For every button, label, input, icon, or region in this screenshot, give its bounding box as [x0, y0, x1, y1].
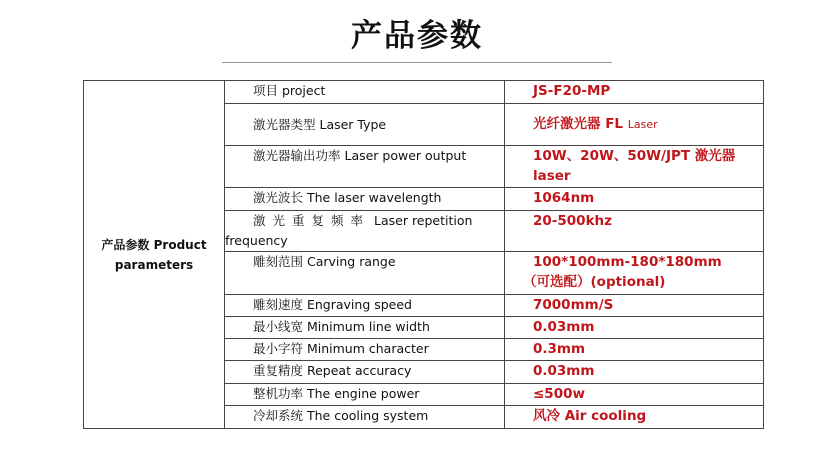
group-label-en1: Product	[153, 237, 207, 252]
row-label: 重复精度 Repeat accuracy	[225, 361, 505, 384]
row-value: 0.3mm	[505, 339, 764, 361]
row-value: 0.03mm	[505, 317, 764, 339]
parameters-table	[83, 80, 764, 429]
row-label: 整机功率 The engine power	[225, 384, 505, 406]
row-value: 20-500khz	[505, 211, 764, 252]
row-label: 激光波长 The laser wavelength	[225, 188, 505, 211]
row-label: 激光器类型 Laser Type	[225, 104, 505, 146]
row-label-en: Laser repetition	[374, 213, 473, 228]
row-value: 0.03mm	[505, 361, 764, 384]
row-label: 冷却系统 The cooling system	[225, 406, 505, 429]
page-title: 产品参数	[351, 18, 483, 54]
row-label: 雕刻速度 Engraving speed	[225, 295, 505, 317]
table-row	[84, 81, 764, 104]
row-label: 雕刻范围 Carving range	[225, 252, 505, 295]
row-value-line1: 100*100mm-180*180mm	[533, 254, 722, 270]
row-value: 7000mm/S	[505, 295, 764, 317]
row-value: JS-F20-MP	[505, 81, 764, 104]
group-label-en2: parameters	[114, 257, 194, 272]
row-label: 最小线宽 Minimum line width	[225, 317, 505, 339]
row-label: 激光器输出功率 Laser power output	[225, 146, 505, 188]
row-label: 最小字符 Minimum character	[225, 339, 505, 361]
title-divider	[222, 62, 612, 63]
row-value: 风冷 Air cooling	[505, 406, 764, 429]
row-label	[225, 211, 505, 252]
row-label: 项目 project	[225, 81, 505, 104]
row-value-line2: （可选配）(optional)	[523, 274, 666, 290]
row-value	[505, 252, 764, 295]
row-value: 10W、20W、50W/JPT 激光器 laser	[505, 146, 764, 188]
row-label-zh: 激光重复频率	[253, 213, 371, 228]
row-value	[505, 104, 764, 146]
group-label-zh: 产品参数	[101, 237, 150, 252]
row-label-wrap: frequency	[225, 233, 288, 248]
row-value-small: Laser	[627, 118, 658, 131]
row-value: 1064nm	[505, 188, 764, 211]
group-cell	[84, 81, 225, 429]
row-value: ≤500w	[505, 384, 764, 406]
row-value-main: 光纤激光器 FL	[533, 116, 624, 132]
